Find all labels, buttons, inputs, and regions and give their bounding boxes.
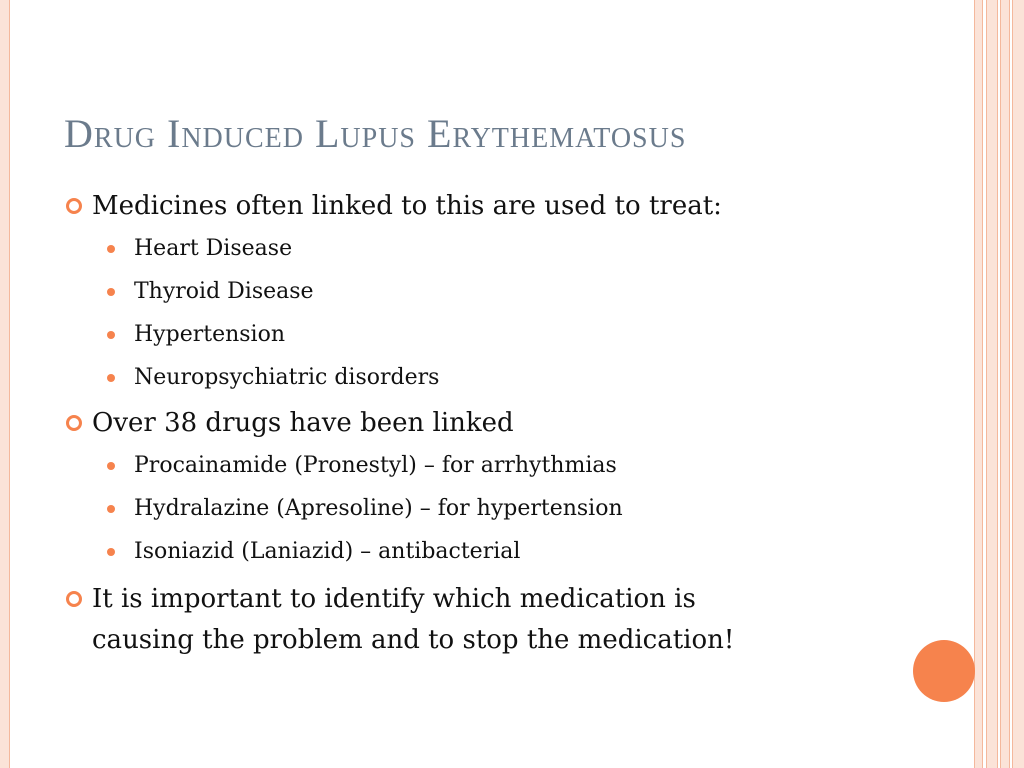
- dot-bullet-icon: [107, 505, 115, 513]
- dot-bullet-icon: [107, 245, 115, 253]
- right-stripes-decoration: [974, 0, 1024, 768]
- ring-bullet-icon: [66, 198, 82, 214]
- stripe: [974, 0, 983, 768]
- slide-title: Drug Induced Lupus Erythematosus: [64, 111, 687, 156]
- bullet-text: It is important to identify which medication is: [92, 584, 696, 614]
- dot-bullet-icon: [107, 288, 115, 296]
- left-border-decoration: [0, 0, 10, 768]
- bullet-text: Hydralazine (Apresoline) – for hypertension: [134, 496, 623, 521]
- bullet-text: Heart Disease: [134, 236, 293, 261]
- bullet-level2: [64, 356, 884, 399]
- dot-bullet-icon: [107, 374, 115, 382]
- bullet-level1-continuation: [64, 620, 884, 661]
- bullet-level2: [64, 270, 884, 313]
- bullet-text: Isoniazid (Laniazid) – antibacterial: [134, 539, 521, 564]
- dot-bullet-icon: [107, 331, 115, 339]
- bullet-text: causing the problem and to stop the medication!: [92, 625, 735, 655]
- bullet-level2: [64, 444, 884, 487]
- bullet-text: Procainamide (Pronestyl) – for arrhythmias: [134, 453, 617, 478]
- bullet-level1: [64, 579, 884, 620]
- bullet-text: Thyroid Disease: [134, 279, 314, 304]
- slide-body: [64, 186, 884, 661]
- bullet-text: Medicines often linked to this are used to treat:: [92, 191, 722, 221]
- dot-bullet-icon: [107, 548, 115, 556]
- ring-bullet-icon: [66, 415, 82, 431]
- bullet-level1: [64, 403, 884, 444]
- ring-bullet-icon: [66, 591, 82, 607]
- bullet-level1: [64, 186, 884, 227]
- dot-bullet-icon: [107, 462, 115, 470]
- decorative-circle: [913, 640, 975, 702]
- bullet-text: Over 38 drugs have been linked: [92, 408, 514, 438]
- stripe: [1000, 0, 1010, 768]
- stripe: [1012, 0, 1024, 768]
- bullet-text: Neuropsychiatric disorders: [134, 365, 440, 390]
- bullet-level2: [64, 227, 884, 270]
- bullet-level2: [64, 530, 884, 573]
- stripe: [986, 0, 998, 768]
- bullet-text: Hypertension: [134, 322, 286, 347]
- bullet-level2: [64, 487, 884, 530]
- bullet-level2: [64, 313, 884, 356]
